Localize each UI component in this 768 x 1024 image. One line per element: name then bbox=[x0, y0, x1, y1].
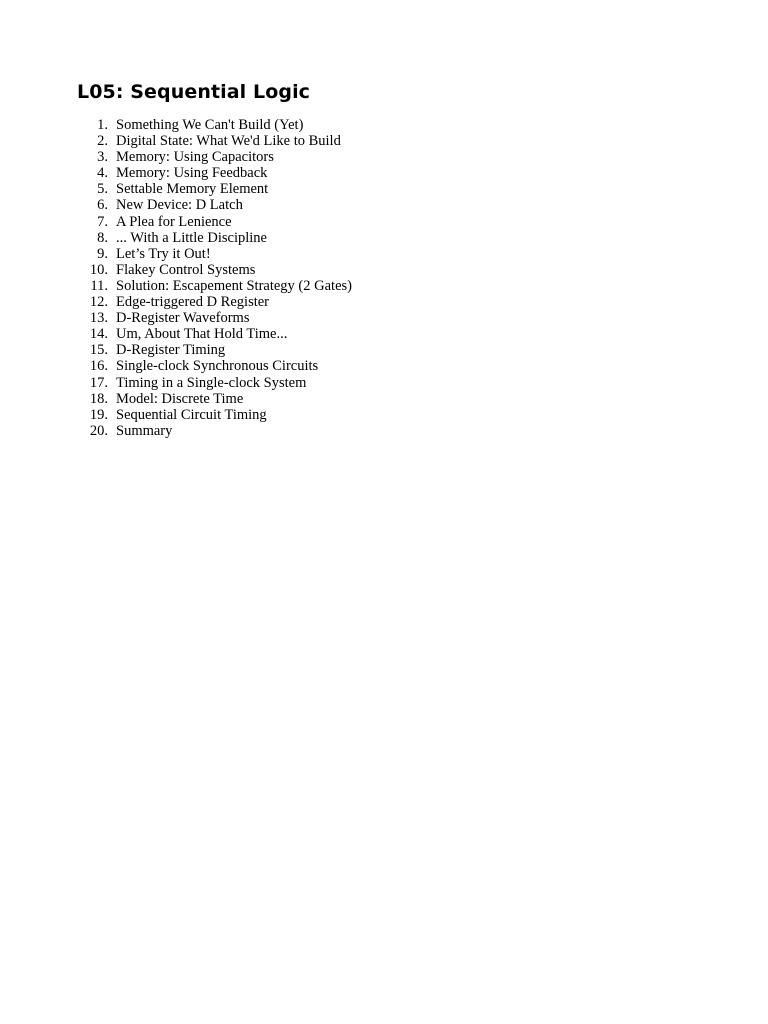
item-label: Sequential Circuit Timing bbox=[116, 406, 267, 423]
item-label: Edge-triggered D Register bbox=[116, 294, 270, 311]
item-number: 18. bbox=[89, 390, 108, 407]
item-label: Digital State: What We'd Like to Build bbox=[116, 133, 341, 150]
item-number: 2. bbox=[97, 133, 108, 150]
item-label: ... With a Little Discipline bbox=[116, 229, 267, 246]
item-number: 9. bbox=[97, 245, 108, 262]
item-number: 3. bbox=[97, 149, 108, 166]
item-label: Single-clock Synchronous Circuits bbox=[116, 358, 319, 375]
item-number: 17. bbox=[89, 374, 108, 391]
item-number: 11. bbox=[90, 277, 108, 294]
item-number: 10. bbox=[89, 261, 108, 278]
item-label: Flakey Control Systems bbox=[116, 261, 256, 278]
item-number: 14. bbox=[89, 326, 108, 343]
item-label: D-Register Timing bbox=[116, 342, 226, 359]
item-label: Memory: Using Feedback bbox=[116, 165, 268, 182]
item-label: Timing in a Single-clock System bbox=[116, 374, 307, 391]
item-label: Something We Can't Build (Yet) bbox=[116, 117, 304, 133]
item-label: Summary bbox=[116, 422, 173, 439]
item-number: 6. bbox=[97, 197, 108, 214]
page-title: L05: Sequential Logic bbox=[77, 81, 311, 103]
item-label: New Device: D Latch bbox=[116, 197, 243, 214]
item-number: 20. bbox=[89, 422, 108, 439]
item-label: Model: Discrete Time bbox=[116, 390, 244, 407]
item-label: Memory: Using Capacitors bbox=[116, 149, 274, 166]
item-label: D-Register Waveforms bbox=[116, 310, 250, 327]
item-label: A Plea for Lenience bbox=[116, 213, 232, 230]
item-label: Settable Memory Element bbox=[116, 181, 269, 198]
item-label: Let’s Try it Out! bbox=[116, 245, 211, 262]
item-number: 13. bbox=[89, 310, 108, 327]
item-number: 8. bbox=[97, 229, 108, 246]
item-number: 5. bbox=[97, 181, 108, 198]
item-number: 7. bbox=[97, 213, 108, 230]
item-label: Um, About That Hold Time... bbox=[116, 326, 288, 343]
item-number: 16. bbox=[89, 358, 108, 375]
item-number: 12. bbox=[89, 294, 108, 311]
item-number: 15. bbox=[89, 342, 108, 359]
item-number: 4. bbox=[97, 165, 108, 182]
item-label: Solution: Escapement Strategy (2 Gates) bbox=[116, 277, 352, 294]
item-number: 19. bbox=[89, 406, 108, 423]
item-number: 1. bbox=[97, 117, 108, 133]
